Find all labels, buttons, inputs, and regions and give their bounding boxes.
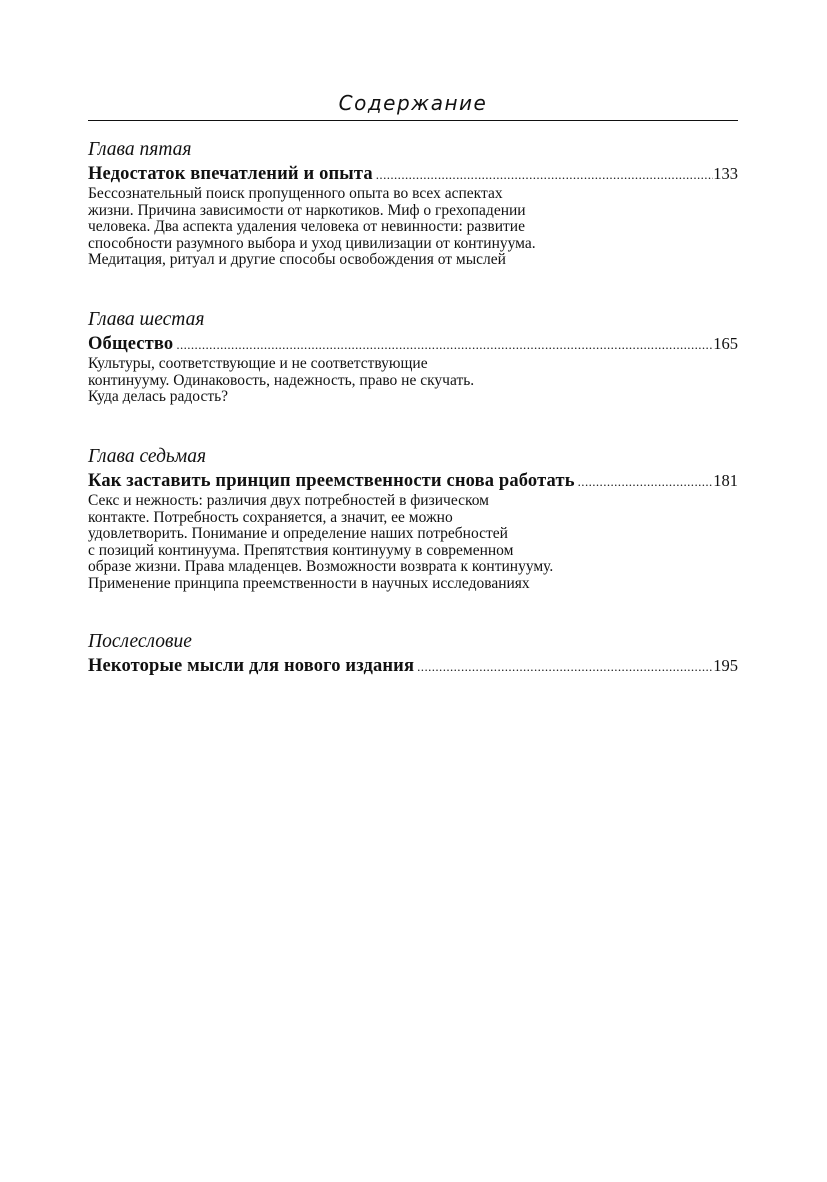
entry-title: Как заставить принцип преемственности снова работать xyxy=(88,471,575,491)
dot-leader xyxy=(578,471,714,493)
summary-line: Медитация, ритуал и другие способы освобождения от мыслей xyxy=(88,251,506,268)
running-header xyxy=(88,86,738,121)
summary-line: образе жизни. Права младенцев. Возможности возврата к континууму. xyxy=(88,558,554,575)
page-title: Содержание xyxy=(338,91,488,115)
entry-title: Некоторые мысли для нового издания xyxy=(88,656,415,676)
summary-line: континууму. Одинаковость, надежность, право не скучать. xyxy=(88,371,475,389)
summary-line: с позиций континуума. Препятствия континууму в современном xyxy=(88,541,514,559)
chapter-summary xyxy=(88,186,738,269)
toc-entry[interactable] xyxy=(88,470,738,493)
page-number: 181 xyxy=(713,471,738,490)
summary-line: способности разумного выбора и уход цивилизации от континуума. xyxy=(88,234,536,252)
chapter-summary xyxy=(88,356,738,406)
toc-chapter-7 xyxy=(88,446,738,592)
summary-line: человека. Два аспекта удаления человека от невинности: развитие xyxy=(88,218,525,235)
summary-line: Секс и нежность: различия двух потребностей в физическом xyxy=(88,492,489,509)
entry-title: Недостаток впечатлений и опыта xyxy=(88,164,373,184)
chapter-label: Глава пятая xyxy=(88,139,192,160)
summary-line: Куда делась радость? xyxy=(88,388,229,405)
summary-line: Бессознательный поиск пропущенного опыта во всех аспектах xyxy=(88,185,503,202)
chapter-label: Глава седьмая xyxy=(88,446,207,467)
dot-leader xyxy=(417,656,713,678)
chapter-summary xyxy=(88,493,738,592)
summary-line: жизни. Причина зависимости от наркотиков. Миф о грехопадении xyxy=(88,201,526,219)
dot-leader xyxy=(176,334,713,356)
toc-entry[interactable] xyxy=(88,655,738,678)
toc-entry[interactable] xyxy=(88,333,738,356)
toc-entry[interactable] xyxy=(88,163,738,186)
toc-chapter-5 xyxy=(88,139,738,269)
summary-line: удовлетворить. Понимание и определение наших потребностей xyxy=(88,525,508,542)
toc-chapter-6 xyxy=(88,309,738,406)
summary-line: Применение принципа преемственности в научных исследованиях xyxy=(88,574,530,592)
page-number: 195 xyxy=(713,656,738,675)
toc-afterword xyxy=(88,631,738,678)
entry-title: Общество xyxy=(88,334,174,354)
chapter-label: Глава шестая xyxy=(88,309,205,330)
summary-line: Культуры, соответствующие и не соответствующие xyxy=(88,355,428,372)
page-number: 133 xyxy=(713,164,738,183)
summary-line: контакте. Потребность сохраняется, а значит, ее можно xyxy=(88,508,453,526)
chapter-label: Послесловие xyxy=(88,631,192,652)
dot-leader xyxy=(376,164,713,186)
page-number: 165 xyxy=(713,334,738,353)
